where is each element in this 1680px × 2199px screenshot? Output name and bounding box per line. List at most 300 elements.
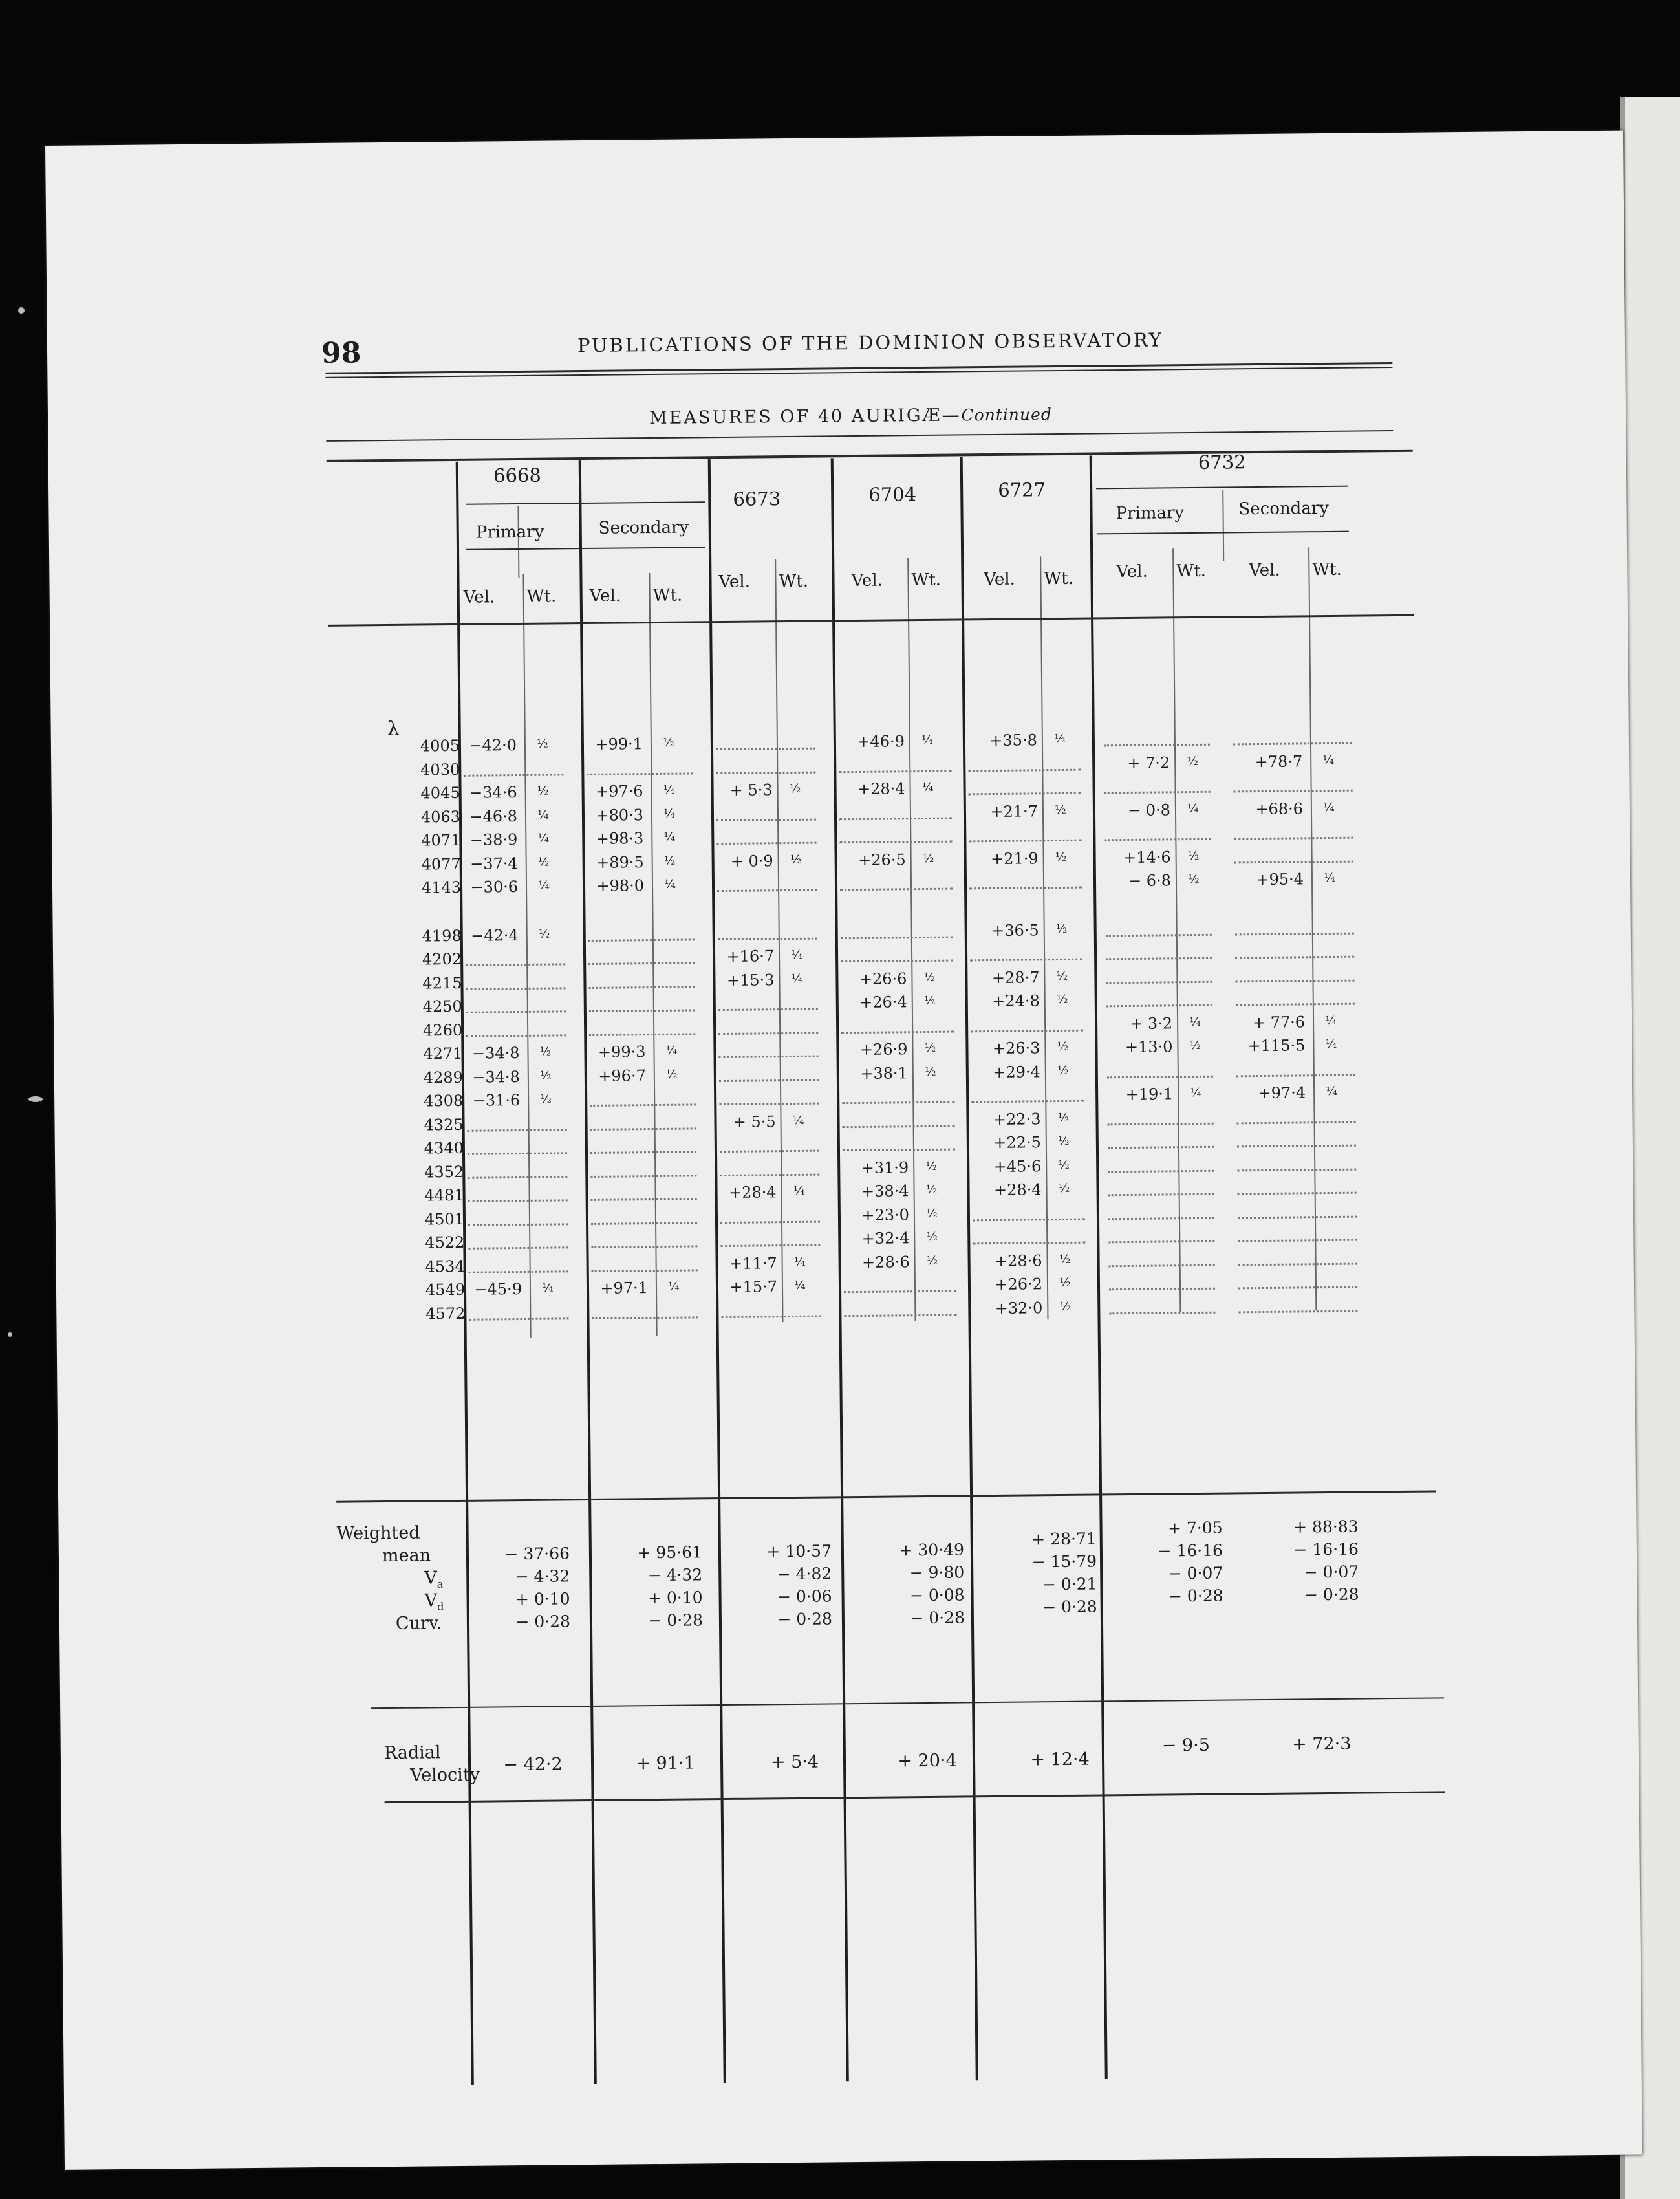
vel-header-6732p: Vel. <box>1116 561 1148 582</box>
radial-velocity-value: + 72·3 <box>1291 1733 1352 1755</box>
summary-vd: − 0·06 <box>777 1587 832 1607</box>
header-bottom-rule <box>328 614 1414 627</box>
film-speck <box>18 307 25 314</box>
plate-header-6727: 6727 <box>998 479 1046 501</box>
cell-vel: +98·0 <box>596 876 645 895</box>
cell-wt: ¼ <box>791 948 802 962</box>
cell-wt: ¼ <box>1325 1037 1337 1052</box>
radial-velocity-value: + 12·4 <box>1030 1749 1090 1770</box>
dot-leader <box>1238 1262 1357 1266</box>
wavelength-label: 4549 <box>425 1280 466 1299</box>
dot-leader <box>970 959 1082 962</box>
cell-wt: ½ <box>1056 969 1068 983</box>
cell-wt: ½ <box>1187 754 1199 768</box>
cell-wt: ¼ <box>537 831 550 845</box>
cell-wt: ¼ <box>792 1113 804 1127</box>
summary-vd: − 0·21 <box>1042 1574 1097 1594</box>
summary-mean: + 30·49 <box>899 1540 965 1560</box>
cell-vel: −34·6 <box>469 783 517 802</box>
dot-leader <box>843 1125 955 1128</box>
dot-leader <box>590 1127 696 1131</box>
cell-wt: ½ <box>1059 1252 1071 1266</box>
dot-leader <box>1237 1168 1356 1171</box>
cell-wt: ½ <box>1188 872 1200 887</box>
dot-leader <box>591 1222 697 1225</box>
dot-leader <box>969 792 1081 796</box>
cell-wt: ¼ <box>794 1278 806 1292</box>
wt-header-6727: Wt. <box>1044 569 1074 589</box>
running-head: PUBLICATIONS OF THE DOMINION OBSERVATORY <box>577 329 1164 357</box>
cell-vel: +38·4 <box>861 1182 909 1200</box>
cell-vel: +19·1 <box>1125 1085 1174 1104</box>
dot-leader <box>720 1150 819 1153</box>
vel-wt-separator-6727 <box>1040 556 1048 1319</box>
cell-vel: +24·8 <box>992 991 1040 1011</box>
dot-leader <box>1104 791 1211 794</box>
cell-wt: ½ <box>789 781 801 796</box>
cell-wt: ¼ <box>538 878 550 893</box>
summary-vd: − 0·07 <box>1168 1563 1223 1583</box>
dot-leader <box>971 1029 1083 1032</box>
cell-vel: +29·4 <box>993 1062 1040 1081</box>
dot-leader <box>1104 744 1210 747</box>
wt-header-6668s: Wt. <box>652 585 683 606</box>
cell-wt: ½ <box>1187 849 1200 863</box>
cell-wt: ½ <box>1055 922 1068 936</box>
cell-vel: +28·4 <box>728 1183 777 1202</box>
cell-vel: +21·9 <box>990 849 1039 868</box>
cell-vel: +26·2 <box>995 1275 1043 1294</box>
cell-vel: +32·0 <box>995 1298 1043 1317</box>
cell-vel: + 7·2 <box>1127 753 1170 772</box>
dot-leader <box>841 936 953 939</box>
cell-vel: − 0·8 <box>1127 800 1171 819</box>
dot-leader <box>839 817 952 820</box>
summary-curv: − 0·28 <box>515 1612 571 1632</box>
dot-leader <box>589 1009 695 1012</box>
dot-leader <box>843 1149 955 1152</box>
dot-leader <box>1236 1074 1355 1077</box>
dot-leader <box>1108 1193 1214 1197</box>
wavelength-label: 4522 <box>425 1233 465 1252</box>
wavelength-label: 4260 <box>422 1021 463 1039</box>
dot-leader <box>1237 1145 1356 1148</box>
dot-leader <box>1106 933 1212 937</box>
cell-wt: ¼ <box>1323 800 1335 814</box>
dot-leader <box>590 1175 696 1178</box>
dot-leader <box>968 768 1081 772</box>
dot-leader <box>973 1242 1085 1245</box>
dot-leader <box>1234 860 1353 863</box>
vel-header-6673: Vel. <box>718 572 751 592</box>
dot-leader <box>1107 1075 1213 1078</box>
wavelength-label: 4481 <box>424 1186 464 1205</box>
primary-label-6732: Primary <box>1115 503 1185 524</box>
summary-mean: + 10·57 <box>766 1541 832 1561</box>
cell-wt: ½ <box>1059 1275 1071 1290</box>
dot-leader <box>971 1100 1084 1103</box>
wavelength-label: 4572 <box>425 1304 466 1323</box>
cell-wt: ½ <box>1189 1038 1201 1053</box>
plate-header-6673: 6673 <box>733 488 781 510</box>
dot-leader <box>1104 838 1211 841</box>
cell-wt: ¼ <box>537 808 549 822</box>
dot-leader <box>590 1151 696 1154</box>
cell-wt: ¼ <box>791 971 803 986</box>
secondary-label-6668: Secondary <box>598 517 689 538</box>
cell-vel: + 77·6 <box>1252 1012 1306 1032</box>
summary-label-mean: mean <box>382 1545 431 1566</box>
summary-mean: + 28·71 <box>1031 1529 1097 1549</box>
radial-velocity-value: + 5·4 <box>770 1751 819 1773</box>
summary-va: − 4·32 <box>515 1566 570 1587</box>
cell-vel: +26·6 <box>859 969 907 988</box>
summary-label-text: a <box>436 1577 444 1590</box>
wavelength-label: 4308 <box>423 1091 464 1110</box>
divider-6732-ps <box>1222 490 1224 561</box>
dot-leader <box>1237 1121 1356 1124</box>
dot-leader <box>716 748 815 750</box>
wavelength-label: 4198 <box>422 926 462 945</box>
cell-vel: −34·8 <box>472 1067 520 1087</box>
dot-leader <box>466 1010 566 1013</box>
plate-header-6732: 6732 <box>1198 451 1246 473</box>
cell-vel: −37·4 <box>470 854 518 873</box>
summary-mean: + 95·61 <box>637 1543 703 1563</box>
dot-leader <box>720 1244 820 1247</box>
cell-wt: ¼ <box>665 1043 678 1057</box>
cell-wt: ½ <box>663 735 674 750</box>
cell-vel: +13·0 <box>1125 1037 1173 1057</box>
cell-vel: −42·4 <box>471 926 519 945</box>
wavelength-label: 4271 <box>423 1044 463 1063</box>
cell-vel: +80·3 <box>596 805 644 825</box>
cell-vel: +31·9 <box>861 1158 909 1177</box>
dot-leader <box>1238 1192 1357 1195</box>
summary-curv: − 0·28 <box>1042 1597 1097 1617</box>
dot-leader <box>718 1008 818 1011</box>
dot-leader <box>469 1270 568 1273</box>
radial-velocity-value: + 91·1 <box>636 1753 695 1774</box>
dot-leader <box>592 1316 698 1319</box>
dot-leader <box>973 1218 1085 1221</box>
cell-vel: + 3·2 <box>1130 1013 1173 1033</box>
cell-wt: ½ <box>926 1253 938 1268</box>
cell-vel: −42·0 <box>469 736 517 755</box>
cell-wt: ½ <box>924 1065 936 1079</box>
summary-label-va <box>424 1568 443 1590</box>
summary-mean: − 37·66 <box>504 1544 570 1564</box>
dot-leader <box>1109 1311 1215 1314</box>
dot-leader <box>589 986 695 989</box>
cell-wt: ½ <box>923 970 936 984</box>
cell-wt: ½ <box>539 1045 552 1059</box>
cell-vel: +26·5 <box>857 850 906 869</box>
vel-wt-separator-6673 <box>775 559 783 1322</box>
dot-leader <box>588 962 695 965</box>
cell-vel: +28·7 <box>991 968 1040 987</box>
dot-leader <box>716 771 815 774</box>
cell-vel: +22·5 <box>993 1133 1042 1152</box>
cell-wt: ½ <box>663 854 676 868</box>
cell-wt: ½ <box>925 1182 938 1197</box>
cell-wt: ½ <box>665 1067 678 1081</box>
dot-leader <box>969 887 1082 890</box>
wavelength-label: 4501 <box>424 1209 465 1228</box>
dot-leader <box>1106 980 1212 984</box>
cell-vel: −31·6 <box>472 1091 521 1110</box>
wavelength-label: 4202 <box>422 949 462 969</box>
cell-wt: ½ <box>1055 850 1067 864</box>
summary-vd: − 0·08 <box>909 1585 965 1605</box>
cell-wt: ¼ <box>668 1279 680 1294</box>
summary-mean: + 88·83 <box>1293 1517 1359 1537</box>
cell-wt: ½ <box>1056 992 1068 1007</box>
cell-wt: ¼ <box>664 877 676 891</box>
cell-wt: ¼ <box>793 1184 805 1198</box>
wavelength-label: 4325 <box>424 1115 464 1134</box>
dot-leader <box>721 1315 821 1317</box>
cell-vel: +96·7 <box>598 1066 646 1085</box>
cell-vel: −38·9 <box>469 830 518 849</box>
summary-bottom-rule <box>371 1697 1444 1709</box>
dot-leader <box>1238 1310 1357 1313</box>
cell-wt: ¼ <box>1324 871 1335 885</box>
dot-leader <box>1108 1217 1214 1220</box>
wavelength-label: 4063 <box>420 807 461 826</box>
summary-vd: + 0·10 <box>515 1589 570 1609</box>
cell-wt: ½ <box>538 927 550 941</box>
dot-leader <box>717 889 817 892</box>
dot-leader <box>468 1176 567 1178</box>
dot-leader <box>720 1173 819 1176</box>
cell-wt: ¼ <box>1190 1085 1201 1100</box>
cell-wt: ¼ <box>663 830 676 844</box>
wt-header-6732p: Wt. <box>1176 561 1206 581</box>
dot-leader <box>1233 742 1352 746</box>
radial-label-1: Radial <box>383 1742 441 1764</box>
dot-leader <box>468 1152 567 1154</box>
cell-wt: ½ <box>540 1068 552 1083</box>
cell-vel: +99·1 <box>595 735 643 753</box>
cell-vel: +46·9 <box>857 732 905 751</box>
wavelength-label: 4215 <box>422 973 462 992</box>
film-speck <box>28 1096 43 1102</box>
cell-wt: ½ <box>1058 1181 1070 1196</box>
cell-vel: −34·8 <box>471 1044 520 1063</box>
dot-leader <box>592 1269 698 1272</box>
dot-leader <box>1106 957 1212 960</box>
cell-wt: ½ <box>922 851 934 865</box>
dot-leader <box>1234 837 1353 840</box>
dot-leader <box>1235 932 1354 935</box>
wavelength-label: 4534 <box>425 1257 465 1275</box>
wavelength-label: 4143 <box>421 878 462 897</box>
summary-label-text: V <box>424 1568 437 1588</box>
dot-leader <box>1235 956 1354 959</box>
cell-vel: +45·6 <box>993 1156 1042 1176</box>
dot-leader <box>842 1101 954 1105</box>
dot-leader <box>839 770 951 773</box>
cell-wt: ¼ <box>1322 753 1335 767</box>
dot-leader <box>1238 1286 1357 1290</box>
summary-vd: + 0·10 <box>647 1588 703 1608</box>
cell-vel: +38·1 <box>860 1063 908 1083</box>
summary-label-text: d <box>437 1600 444 1613</box>
dot-leader <box>1106 1004 1212 1008</box>
cell-vel: +14·6 <box>1123 847 1171 867</box>
summary-va: − 4·82 <box>777 1564 832 1584</box>
cell-vel: +97·4 <box>1258 1083 1306 1103</box>
cell-vel: +16·7 <box>726 947 775 966</box>
wavelength-label: 4289 <box>423 1068 463 1087</box>
cell-vel: +28·4 <box>857 779 905 798</box>
cell-vel: +22·3 <box>993 1109 1041 1129</box>
dot-leader <box>468 1223 568 1226</box>
dot-leader <box>587 772 693 775</box>
dot-leader <box>719 1103 819 1105</box>
cell-vel: +28·6 <box>861 1252 910 1272</box>
dot-leader <box>468 1129 567 1131</box>
summary-label-curv: Curv. <box>395 1613 442 1634</box>
summary-curv: − 0·28 <box>910 1608 965 1628</box>
dot-leader <box>1234 790 1353 793</box>
summary-curv: − 0·28 <box>648 1610 704 1630</box>
cell-wt: ¼ <box>921 733 933 748</box>
cell-vel: −46·8 <box>469 807 518 826</box>
table-top-rule <box>327 450 1413 462</box>
dot-leader <box>1108 1240 1214 1244</box>
dot-leader <box>969 840 1081 843</box>
cell-vel: −30·6 <box>470 878 519 896</box>
vel-wt-separator-6732p <box>1172 548 1181 1312</box>
dot-leader <box>1238 1215 1357 1219</box>
table-title: MEASURES OF 40 AURIGÆ—Continued <box>649 405 1052 429</box>
cell-vel: +95·4 <box>1256 870 1304 889</box>
cell-wt: ½ <box>537 855 550 869</box>
dot-leader <box>464 774 563 776</box>
dot-leader <box>840 888 953 891</box>
title-rule <box>326 430 1393 442</box>
summary-label-text: V <box>424 1590 438 1611</box>
dot-leader <box>841 1030 954 1034</box>
dot-leader <box>841 960 953 963</box>
plate-6668-underline <box>466 501 705 505</box>
cell-wt: ¼ <box>663 783 675 797</box>
wavelength-label: 4045 <box>420 783 460 803</box>
radial-velocity-value: − 9·5 <box>1161 1735 1211 1756</box>
dot-leader <box>719 1056 819 1058</box>
wt-header-6668p: Wt. <box>526 587 557 607</box>
dot-leader <box>719 1079 819 1081</box>
dot-leader <box>720 1220 820 1223</box>
summary-label-vd <box>424 1590 444 1613</box>
cell-vel: +78·7 <box>1255 752 1303 771</box>
dot-leader <box>468 1246 568 1249</box>
dot-leader <box>1108 1146 1214 1149</box>
dot-leader <box>716 842 816 845</box>
cell-wt: ¼ <box>793 1255 806 1269</box>
cell-vel: +26·3 <box>992 1039 1040 1058</box>
plate-header-6668: 6668 <box>493 464 541 487</box>
summary-curv: − 0·28 <box>1168 1586 1223 1606</box>
cell-vel: +68·6 <box>1255 799 1304 818</box>
cell-wt: ¼ <box>1325 1013 1337 1028</box>
dot-leader <box>468 1199 568 1202</box>
cell-wt: ½ <box>1054 731 1066 746</box>
cell-vel: +23·0 <box>861 1205 910 1224</box>
vel-header-6668p: Vel. <box>463 587 495 607</box>
lambda-header: λ <box>387 717 400 741</box>
document-page <box>45 131 1642 2170</box>
cell-wt: ½ <box>1055 803 1066 817</box>
cell-vel: +36·5 <box>991 920 1039 940</box>
cell-wt: ¼ <box>1187 801 1199 816</box>
cell-wt: ¼ <box>542 1281 554 1295</box>
cell-vel: +15·7 <box>729 1277 778 1296</box>
cell-wt: ½ <box>537 784 549 798</box>
vel-header-6732s: Vel. <box>1249 560 1280 581</box>
cell-vel: +11·7 <box>729 1253 777 1273</box>
wavelength-label: 4071 <box>421 830 461 850</box>
dot-leader <box>590 1103 696 1107</box>
vel-header-6704: Vel. <box>851 570 883 591</box>
radial-label-2: Velocity <box>410 1764 480 1786</box>
cell-vel: + 0·9 <box>730 851 773 871</box>
dot-leader <box>591 1198 697 1201</box>
dot-leader <box>466 1034 566 1037</box>
dot-leader <box>1109 1264 1215 1267</box>
cell-wt: ½ <box>926 1206 938 1220</box>
vel-header-6727: Vel. <box>984 569 1016 590</box>
cell-wt: ½ <box>1057 1110 1070 1125</box>
dot-leader <box>469 1317 568 1320</box>
cell-vel: − 6·8 <box>1128 871 1172 890</box>
vel-header-6668s: Vel. <box>589 586 621 606</box>
dot-leader <box>589 1033 695 1036</box>
wavelength-label: 4340 <box>424 1138 464 1158</box>
cell-wt: ½ <box>926 1229 938 1244</box>
cell-vel: +98·3 <box>596 829 644 848</box>
cell-vel: + 5·5 <box>733 1112 776 1131</box>
wavelength-label: 4030 <box>420 760 460 779</box>
cell-vel: +35·8 <box>989 731 1038 750</box>
wt-header-6732s: Wt. <box>1312 559 1342 580</box>
cell-vel: +115·5 <box>1247 1036 1306 1056</box>
dot-leader <box>1108 1122 1214 1125</box>
data-bottom-rule <box>336 1490 1436 1502</box>
wt-header-6704: Wt. <box>911 570 942 590</box>
cell-vel: +97·6 <box>595 782 643 801</box>
dot-leader <box>466 987 566 990</box>
secondary-label-6732: Secondary <box>1238 498 1330 519</box>
cell-wt: ½ <box>540 1092 552 1106</box>
summary-mean: + 7·05 <box>1167 1518 1223 1538</box>
summary-vd: − 0·07 <box>1304 1562 1359 1582</box>
dot-leader <box>1236 1003 1355 1006</box>
summary-va: − 4·32 <box>647 1565 703 1585</box>
cell-wt: ½ <box>1058 1134 1070 1149</box>
dot-leader <box>844 1314 956 1317</box>
dot-leader <box>718 937 817 940</box>
dot-leader <box>1238 1239 1357 1242</box>
cell-wt: ½ <box>790 852 802 867</box>
summary-label-weighted: Weighted <box>336 1522 420 1544</box>
subhead-underline-6668 <box>466 547 705 550</box>
dot-leader <box>716 818 816 821</box>
cell-wt: ½ <box>1058 1158 1070 1172</box>
wavelength-label: 4077 <box>421 854 461 873</box>
